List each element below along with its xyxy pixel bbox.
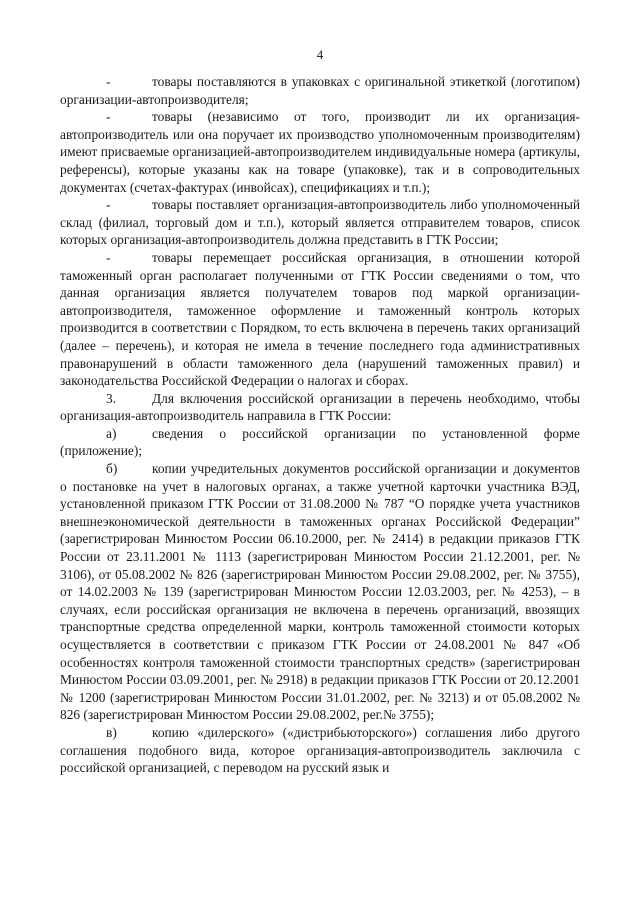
item-text: копию «дилерского» («дистрибьюторского») соглашения либо другого соглашения подобного вида, которое организация-автопроизводитель заключила с российской организацией, с переводом на русский язык и [60,724,580,776]
bullet-dash: - [106,249,111,265]
section-3-paragraph [60,390,580,425]
item-marker: б) [106,461,118,477]
section-number: 3. [106,390,117,406]
item-text: сведения о российской организации по установленной форме (приложение); [60,425,580,459]
bullet-paragraph [60,73,580,108]
bullet-paragraph [60,196,580,249]
page-number: 4 [316,47,324,62]
bullet-dash: - [106,197,111,213]
bullet-text: товары (независимо от того, производит ли их организация-автопроизводитель или она поручает их производство уполномоченным производителям) имеют присваемые организацией-автопроизводителем индивидуальные номера (артикулы, референсы), которые указаны как на товаре (упаковке), так и в сопроводительных документах (счетах-фактурах (инвойсах), спецификациях и т.п.); [60,109,580,195]
bullet-text: товары поставляются в упаковках с оригинальной этикеткой (логотипом) организации-автопроизводителя; [60,74,580,107]
list-item-b [60,460,580,724]
bullet-text: товары перемещает российская организация, в отношении которой таможенный орган располагает полученными от ГТК России сведениями о том, что данная организация является получателем товаров под маркой организации-автопроизводителя, таможенное оформление и таможенный контроль которых производится в соответствии с Порядком, то есть включена в перечень таких организаций (далее – перечень), и которая не имела в течение последнего года административных правонарушений в области таможенного дела (нарушений таможенных правил) и законодательства Российской Федерации о налогах и сборах. [60,249,580,389]
bullet-paragraph [60,249,580,390]
list-item-a [60,425,580,460]
item-text: копии учредительных документов российской организации и документов о постановке на учет в налоговых органах, а также учетной карточки участника ВЭД, установленной приказом ГТК России от 31.08.2000 № 787 “О порядке учета участников внешнеэкономической деятельности в таможенных органах Российской Федерации” (зарегистрирован Минюстом России 06.10.2000, рег. № 2414) в редакции приказов ГТК России от 23.11.2001 № 1113 (зарегистрирован Минюстом России 21.12.2001, рег. № 3106), от 05.08.2002 № 826 (зарегистрирован Минюстом России 29.08.2002, рег. № 3755), от 14.02.2003 № 139 (зарегистрирован Минюстом России 12.03.2003, рег. № 4253), – в случаях, если российская организация не включена в перечень организаций, ввозящих транспортные средства определенной марки, контроль таможенной стоимости которых осуществляется в соответствии с приказом ГТК России от 24.08.2001 № 847 «Об особенностях контроля таможенной стоимости транспортных средств» (зарегистрирован Минюстом России 03.09.2001, рег. № 2918) в редакции приказов ГТК России от 20.12.2001 № 1200 (зарегистрирован Минюстом России 31.01.2002, рег. № 3213) и от 05.08.2002 № 826 (зарегистрирован Минюстом России 29.08.2002, рег.№ 3755); [60,461,580,723]
bullet-dash: - [106,109,111,125]
item-marker: в) [106,724,117,740]
bullet-dash: - [106,74,111,89]
bullet-text: товары поставляет организация-автопроизводитель либо уполномоченный склад (филиал, торговый дом и т.п.), который является отправителем товаров, список которых организация-автопроизводитель должна представить в ГТК России; [60,197,580,248]
list-item-v [60,724,580,777]
item-marker: а) [106,425,117,441]
bullet-paragraph [60,108,580,196]
document-body [60,73,580,777]
section-text: Для включения российской организации в перечень необходимо, чтобы организация-автопроизводитель направила в ГТК России: [60,390,580,424]
